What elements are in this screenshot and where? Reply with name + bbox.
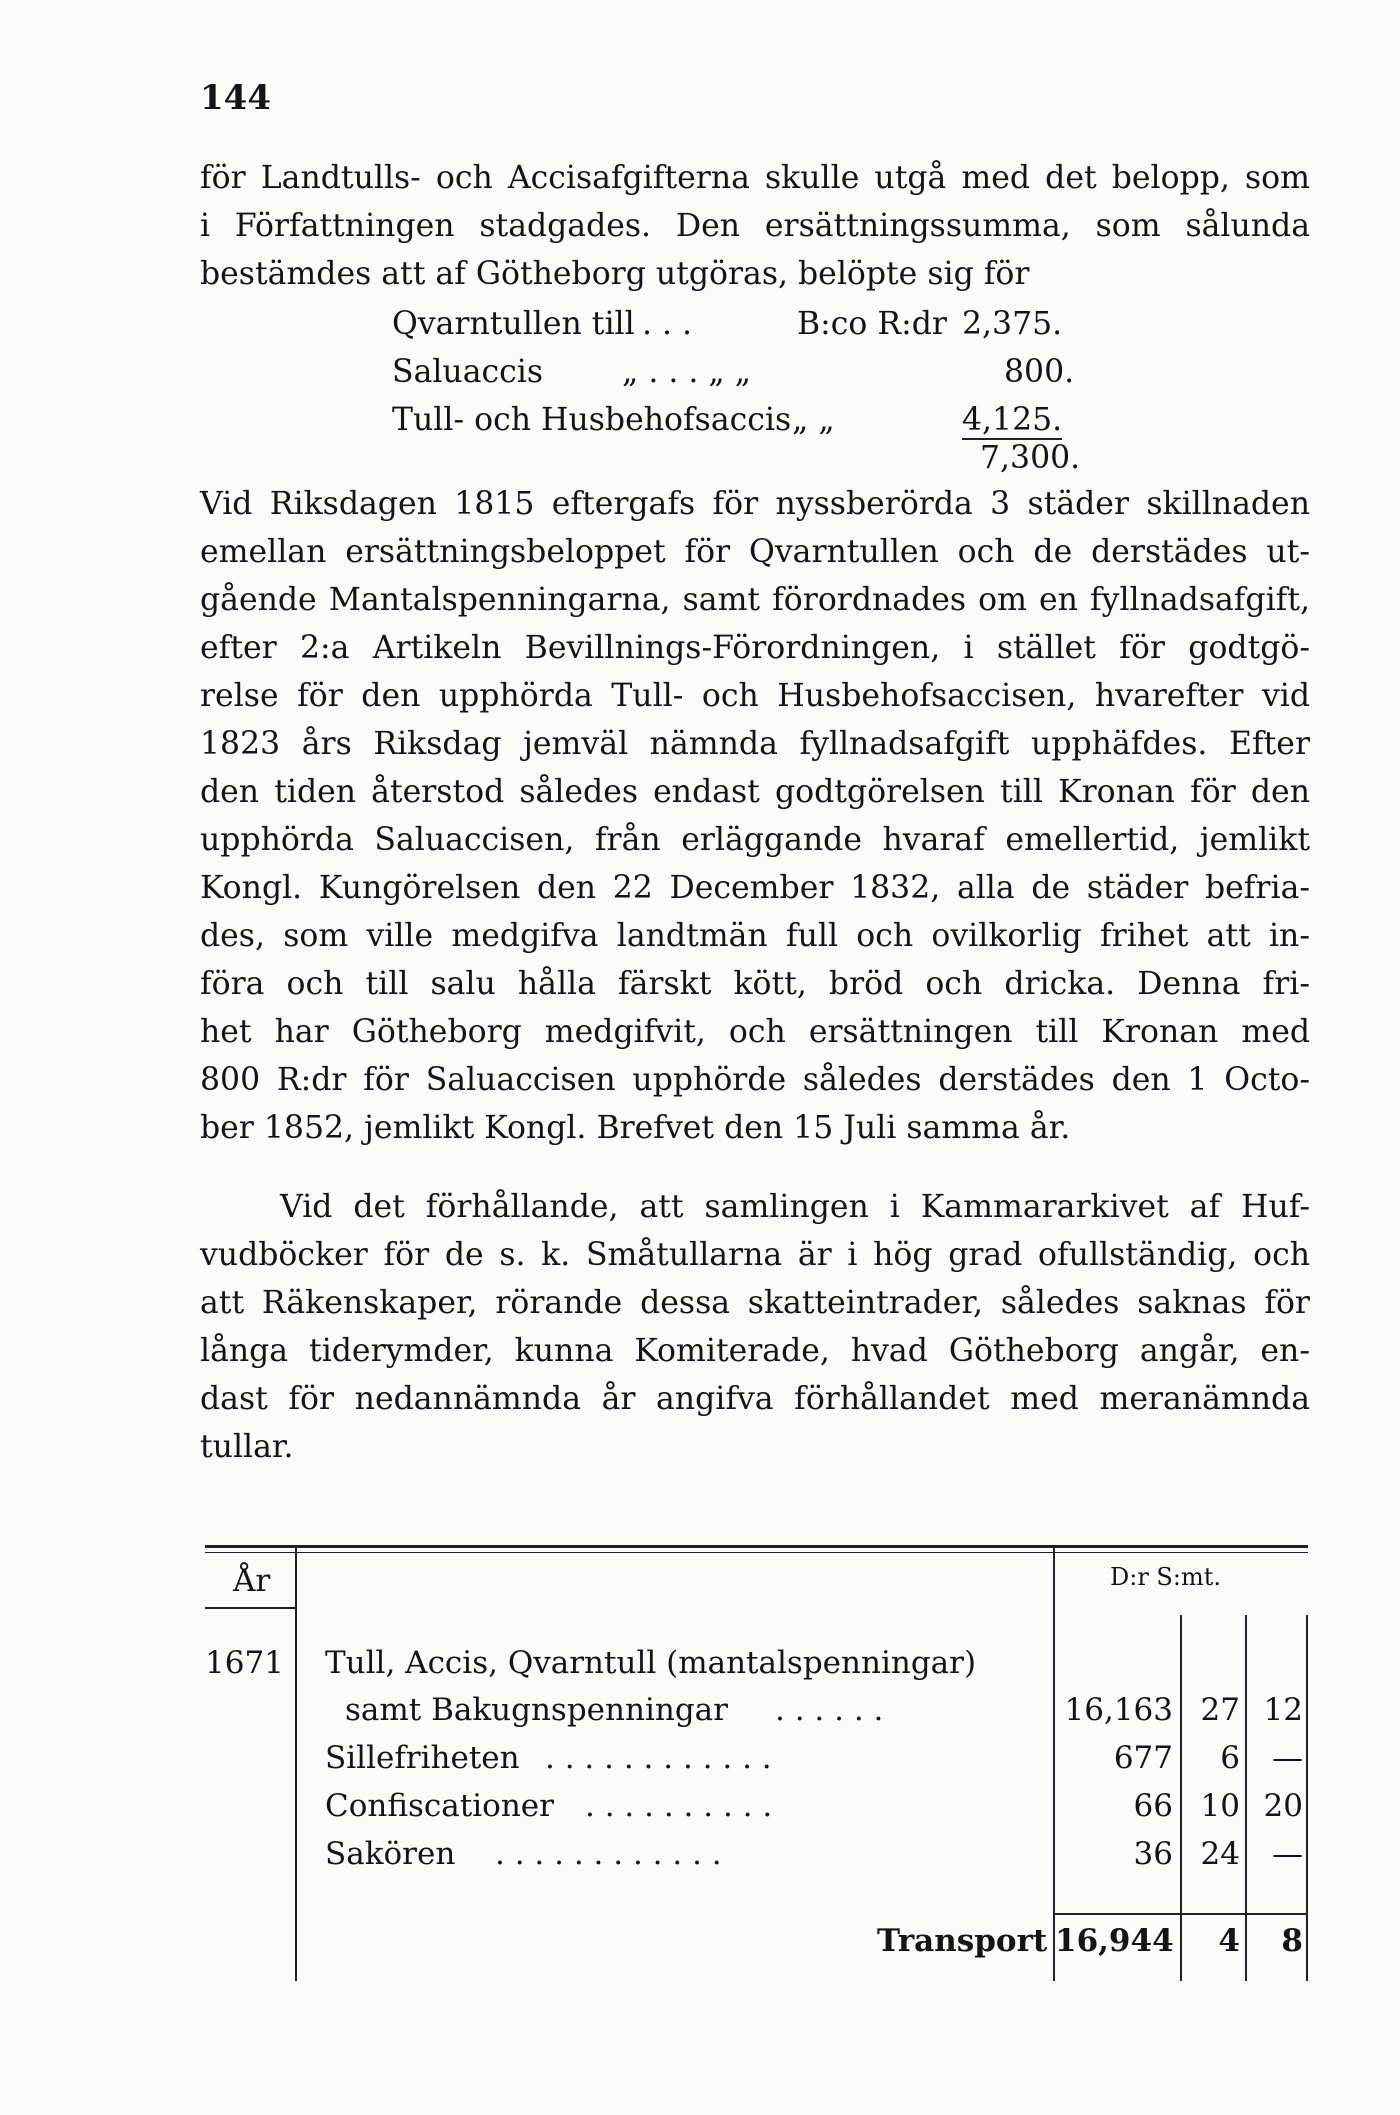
year-header: År (233, 1563, 271, 1599)
amount-unit: B:co R:dr (797, 306, 947, 342)
sum-rule (1053, 1913, 1308, 1915)
accounts-table (205, 1545, 1308, 1981)
amount-value: 800. (1004, 354, 1075, 390)
ore-column-rule (1306, 1615, 1308, 1981)
row-text: Confiscationer (325, 1788, 554, 1824)
amount-dots: „ „ (792, 402, 835, 438)
text-line: långa tiderymder, kunna Komiterade, hvad Götheborg angår, en- (200, 1333, 1310, 1369)
row-dots: . . . . . . (775, 1692, 884, 1728)
amount-header: D:r S:mt. (1110, 1563, 1221, 1591)
amount-value: 4,125. (962, 402, 1063, 438)
skilling-cell: 10 (1200, 1788, 1240, 1824)
transport-skilling: 4 (1218, 1923, 1240, 1959)
text-line: tullar. (200, 1429, 294, 1465)
year-header-rule (205, 1607, 295, 1609)
transport-daler: 16,944 (1055, 1923, 1174, 1959)
text-line: efter 2:a Artikeln Bevillnings-Förordningen, i stället för godtgö- (200, 630, 1310, 666)
text-line: i Författningen stadgades. Den ersättningssumma, som sålunda (200, 208, 1310, 244)
row-dots: . . . . . . . . . . (585, 1788, 773, 1824)
text-line: gående Mantalspenningarna, samt förordnades om en fyllnadsafgift, (200, 582, 1310, 618)
text-line: dast för nedannämnda år angifva förhållandet med meranämnda (200, 1381, 1310, 1417)
amount-total: 7,300. (980, 440, 1081, 476)
row-dots: . . . . . . . . . . . . (495, 1836, 722, 1872)
text-line: het har Götheborg medgifvit, och ersättningen till Kronan med (200, 1014, 1310, 1050)
row-dots: . . . . . . . . . . . . (545, 1740, 772, 1776)
row-text: Sillefriheten (325, 1740, 520, 1776)
text-line: föra och till salu hålla färskt kött, bröd och dricka. Denna fri- (200, 966, 1310, 1002)
amount-label: Qvarntullen till (392, 306, 635, 342)
text-line: relse för den upphörda Tull- och Husbehofsaccisen, hvarefter vid (200, 678, 1310, 714)
year-cell: 1671 (205, 1645, 284, 1681)
daler-cell: 66 (1133, 1788, 1173, 1824)
amount-label: Tull- och Husbehofsaccis (392, 402, 792, 438)
paragraph-intro (200, 154, 1310, 298)
text-line: ber 1852, jemlikt Kongl. Brefvet den 15 Juli samma år. (200, 1110, 1071, 1146)
text-line: Vid det förhållande, att samlingen i Kammararkivet af Huf- (280, 1189, 1310, 1225)
ore-cell: — (1272, 1740, 1303, 1776)
page-number: 144 (200, 78, 271, 118)
skilling-cell: 6 (1220, 1740, 1240, 1776)
text-line: upphörda Saluaccisen, från erläggande hvaraf emellertid, jemlikt (200, 822, 1310, 858)
text-line: bestämdes att af Götheborg utgöras, belöpte sig för (200, 256, 1030, 292)
daler-cell: 36 (1133, 1836, 1173, 1872)
text-line: Kongl. Kungörelsen den 22 December 1832, alla de städer befria- (200, 870, 1310, 906)
daler-cell: 677 (1113, 1740, 1173, 1776)
transport-label: Transport (877, 1923, 1048, 1959)
skilling-cell: 24 (1200, 1836, 1240, 1872)
text-line: 800 R:dr för Saluaccisen upphörde således derstädes den 1 Octo- (200, 1062, 1310, 1098)
text-line: Vid Riksdagen 1815 eftergafs för nyssberörda 3 städer skillnaden (200, 486, 1310, 522)
text-line: den tiden återstod således endast godtgörelsen till Kronan för den (200, 774, 1310, 810)
amount-label: Saluaccis (392, 354, 544, 390)
ore-cell: 20 (1263, 1788, 1303, 1824)
paragraph-riksdag (200, 480, 1310, 1152)
row-text: samt Bakugnspenningar (345, 1692, 728, 1728)
amount-dots: „ . . . „ „ (622, 354, 752, 390)
skilling-cell: 27 (1200, 1692, 1240, 1728)
table-top-rule-thin (205, 1552, 1308, 1553)
row-text: Sakören (325, 1836, 456, 1872)
year-column-rule (295, 1545, 297, 1981)
daler-cell: 16,163 (1064, 1692, 1173, 1728)
row-text: Tull, Accis, Qvarntull (mantalspenningar) (325, 1645, 977, 1681)
text-line: för Landtulls- och Accisafgifterna skulle utgå med det belopp, som (200, 160, 1310, 196)
amount-value: 2,375. (962, 306, 1063, 342)
text-line: 1823 års Riksdag jemväl nämnda fyllnadsafgift upphäfdes. Efter (200, 726, 1310, 762)
amount-dots: . . . (642, 306, 693, 342)
paragraph-kammararkivet (200, 1183, 1310, 1471)
text-line: emellan ersättningsbeloppet för Qvarntullen och de derstädes ut- (200, 534, 1310, 570)
ore-cell: — (1272, 1836, 1303, 1872)
text-line: vudböcker för de s. k. Småtullarna är i hög grad ofullständig, och (200, 1237, 1310, 1273)
text-line: att Räkenskaper, rörande dessa skatteintrader, således saknas för (200, 1285, 1310, 1321)
table-top-rule (205, 1545, 1308, 1548)
transport-ore: 8 (1281, 1923, 1303, 1959)
ore-cell: 12 (1263, 1692, 1303, 1728)
text-line: des, som ville medgifva landtmän full och ovilkorlig frihet att in- (200, 918, 1310, 954)
